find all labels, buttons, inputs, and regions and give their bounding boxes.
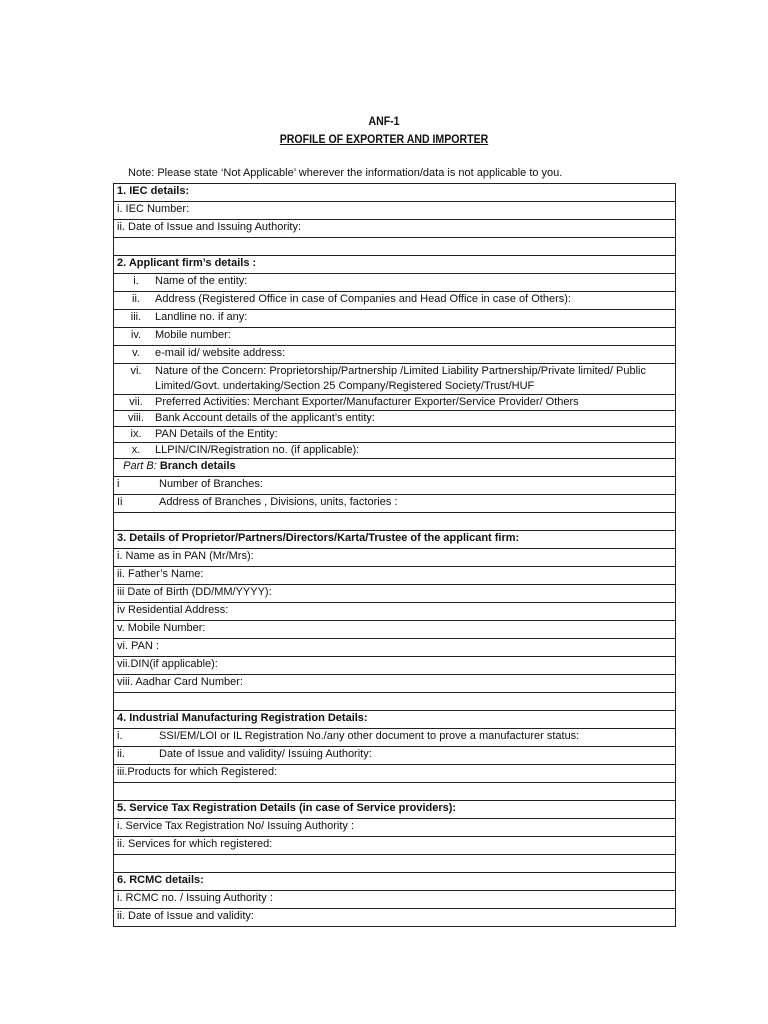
field-nature-of-concern[interactable]	[114, 364, 676, 395]
row-number: v.	[132, 347, 140, 359]
field-label: Number of Branches:	[159, 478, 263, 490]
spacer-row	[114, 783, 676, 801]
field-landline[interactable]	[114, 310, 676, 328]
sec3-heading: 3. Details of Proprietor/Partners/Directors/Karta/Trustee of the applicant firm:	[114, 531, 676, 549]
field-branch-addresses[interactable]	[114, 495, 676, 513]
field-ssi-registration[interactable]	[114, 729, 676, 747]
row-number: vi.	[130, 365, 142, 377]
note-text: Note: Please state ‘Not Applicable’ wherever the information/data is not applicable to you.	[128, 167, 563, 179]
row-number: i.	[133, 275, 139, 287]
field-din[interactable]: vii.DIN(if applicable):	[114, 657, 676, 675]
row-number: viii.	[128, 412, 144, 424]
field-label: LLPIN/CIN/Registration no. (if applicable):	[155, 444, 360, 456]
row-number: x.	[131, 444, 141, 456]
field-residential-address[interactable]: iv Residential Address:	[114, 603, 676, 621]
field-label: Address (Registered Office in case of Companies and Head Office in case of Others):	[155, 293, 571, 305]
spacer-row	[114, 693, 676, 711]
field-iec-issue-authority[interactable]: ii. Date of Issue and Issuing Authority:	[114, 220, 676, 238]
field-label: e-mail id/ website address:	[155, 347, 286, 359]
partb-prefix: Part B:	[123, 460, 157, 472]
sec4-heading: 4. Industrial Manufacturing Registration Details:	[114, 711, 676, 729]
field-name-as-pan[interactable]: i. Name as in PAN (Mr/Mrs):	[114, 549, 676, 567]
field-label: Bank Account details of the applicant’s entity:	[155, 412, 375, 424]
field-preferred-activities[interactable]	[114, 395, 676, 411]
field-label: Preferred Activities: Merchant Exporter/Manufacturer Exporter/Service Provider/ Others	[155, 396, 579, 408]
field-mobile-number[interactable]: v. Mobile Number:	[114, 621, 676, 639]
field-label: PAN Details of the Entity:	[155, 428, 278, 440]
row-number: iii.	[130, 311, 142, 323]
field-services-registered[interactable]: ii. Services for which registered:	[114, 837, 676, 855]
spacer-row	[114, 513, 676, 531]
field-llpin-cin[interactable]	[114, 443, 676, 459]
field-rcmc-no[interactable]: i. RCMC no. / Issuing Authority :	[114, 891, 676, 909]
field-label: Mobile number:	[155, 329, 231, 341]
field-rcmc-issue-validity[interactable]: ii. Date of Issue and validity:	[114, 909, 676, 927]
field-label: SSI/EM/LOI or IL Registration No./any other document to prove a manufacturer status:	[159, 730, 580, 742]
field-pan-entity[interactable]	[114, 427, 676, 443]
sec5-heading: 5. Service Tax Registration Details (in case of Service providers):	[114, 801, 676, 819]
field-service-tax-no[interactable]: i. Service Tax Registration No/ Issuing Authority :	[114, 819, 676, 837]
field-label: Name of the entity:	[155, 275, 248, 287]
row-number: i	[117, 478, 120, 490]
field-label: Nature of the Concern: Proprietorship/Partnership /Limited Liability Partnership/Private limited/ Public Limited/Govt. undertaking/Section 25 Company/Registered Society/Trust/HUF	[155, 365, 646, 392]
field-pan[interactable]: vi. PAN :	[114, 639, 676, 657]
row-number: ii.	[132, 293, 140, 305]
row-number: iv.	[130, 329, 142, 341]
field-branch-count[interactable]	[114, 477, 676, 495]
field-email-website[interactable]	[114, 346, 676, 364]
partb-heading: Branch details	[159, 460, 236, 472]
field-address[interactable]	[114, 292, 676, 310]
sec6-heading: 6. RCMC details:	[114, 873, 676, 891]
row-number: Ii	[117, 496, 123, 508]
field-mobile[interactable]	[114, 328, 676, 346]
form-code: ANF-1	[368, 114, 400, 128]
field-label: Landline no. if any:	[155, 311, 248, 323]
partb-heading-row	[114, 459, 676, 477]
field-date-of-birth[interactable]: iii Date of Birth (DD/MM/YYYY):	[114, 585, 676, 603]
spacer-row	[114, 855, 676, 873]
field-products-registered[interactable]: iii.Products for which Registered:	[114, 765, 676, 783]
field-label: Address of Branches , Divisions, units, factories :	[159, 496, 398, 508]
field-entity-name[interactable]	[114, 274, 676, 292]
field-issue-validity[interactable]	[114, 747, 676, 765]
spacer-row	[114, 238, 676, 256]
field-label: Date of Issue and validity/ Issuing Authority:	[159, 748, 372, 760]
field-father-name[interactable]: ii. Father’s Name:	[114, 567, 676, 585]
row-number: vii.	[129, 396, 143, 408]
field-bank-account[interactable]	[114, 411, 676, 427]
field-aadhar[interactable]: viii. Aadhar Card Number:	[114, 675, 676, 693]
row-number: ii.	[117, 748, 125, 760]
form-title: PROFILE OF EXPORTER AND IMPORTER	[279, 132, 489, 146]
row-number: ix.	[130, 428, 142, 440]
field-iec-number[interactable]: i. IEC Number:	[114, 202, 676, 220]
sec2-heading: 2. Applicant firm’s details :	[114, 256, 676, 274]
sec1-heading: 1. IEC details:	[114, 184, 676, 202]
row-number: i.	[117, 730, 123, 742]
profile-form-table	[113, 183, 676, 927]
